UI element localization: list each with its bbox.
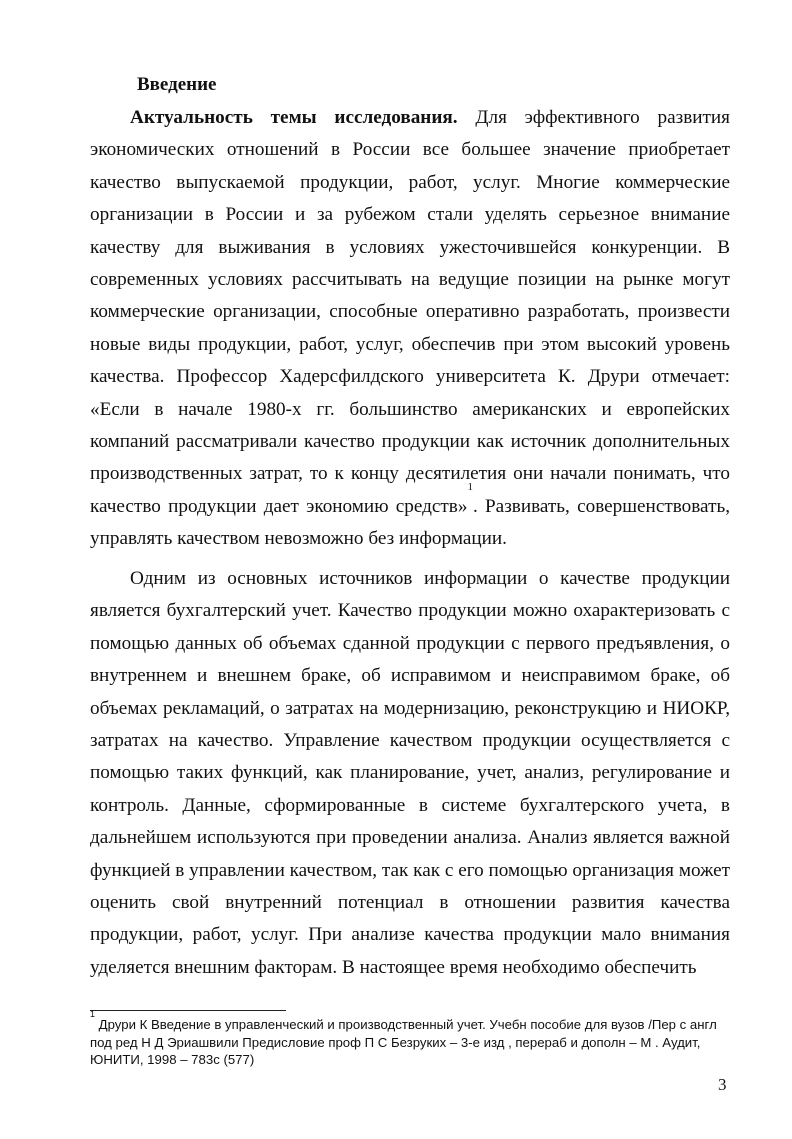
relevance-text-a: Для эффективного развития экономических отношений в России все большее значение приобретает качество выпускаемой продукции, работ, услуг. Многие коммерческие организации в России и за рубежом стали уделять серьезное внимание качеству для выживания в условиях ужесточившейся конкуренции. В современных условиях рассчитывать на ведущие позиции на рынке могут коммерческие организации, способные оперативно разработать, произвести новые виды продукции, работ, услуг, обеспечив при этом высокий уровень качества. Профессор Хадерсфилдского университета К. Друри отмечает: «Если в начале 1980-х гг. большинство американских и европейских компаний рассматривали качество продукции как источник дополнительных производственных затрат, то к концу десятилетия они начали понимать, что качество продукции дает экономию средств»	[90, 107, 730, 517]
footnote-marker: 1	[90, 1009, 96, 1019]
relevance-text-b: . Развивать, совершенствовать, управлять качеством невозможно без информации.	[90, 495, 730, 550]
paragraph-accounting	[90, 563, 730, 984]
page-number: 3	[718, 1075, 727, 1094]
paragraph-relevance	[90, 102, 730, 556]
section-heading: Введение	[137, 74, 217, 95]
footnote-separator	[90, 1010, 286, 1011]
relevance-lead: Актуальность темы исследования.	[130, 107, 458, 128]
footnote-reference[interactable]: 1	[467, 480, 473, 493]
footnote	[90, 1009, 730, 1069]
accounting-text: Одним из основных источников информации о качестве продукции является бухгалтерский учет. Качество продукции можно охарактеризовать с помощью данных об объемах сданной продукции с первого предъявления, о внутреннем и внешнем браке, об исправимом и неисправимом браке, об объемах рекламаций, о затратах на модернизацию, реконструкцию и НИОКР, затратах на качество. Управление качеством продукции осуществляется с помощью таких функций, как планирование, учет, анализ, регулирование и контроль. Данные, сформированные в системе бухгалтерского учета, в дальнейшем используются при проведении анализа. Анализ является важной функцией в управлении качеством, так как с его помощью организация может оценить свой внутренний потенциал в отношении развития качества продукции, работ, услуг. При анализе качества продукции мало внимания уделяется внешним факторам. В настоящее время необходимо обеспечить	[90, 568, 730, 978]
footnote-text: Друри К Введение в управленческий и производственный учет. Учебн пособие для вузов /Пер с англ под ред Н Д Эриашвили Предисловие проф П С Безруких – 3-е изд , перераб и дополн – М . Аудит, ЮНИТИ, 1998 – 783с (577)	[90, 1017, 717, 1067]
